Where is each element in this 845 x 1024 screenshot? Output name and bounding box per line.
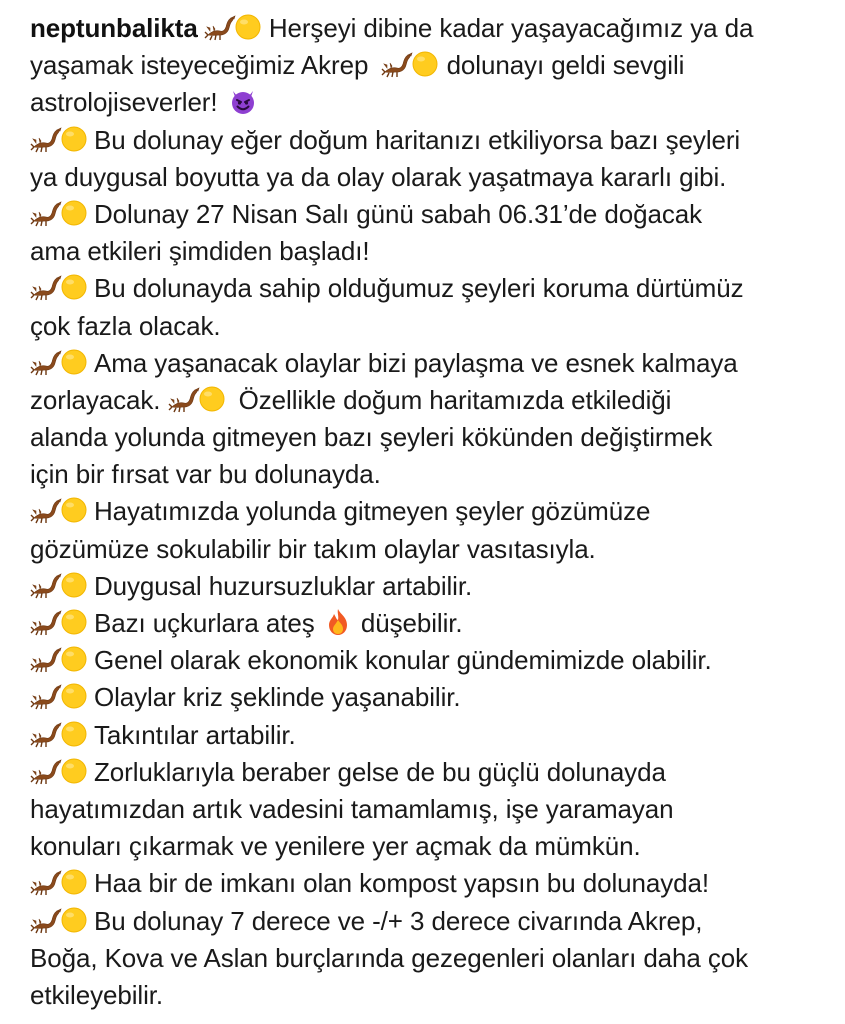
caption-text: gözümüze sokulabilir bir takım olaylar vasıtasıyla. (30, 533, 596, 564)
caption-text: düşebilir. (353, 608, 463, 638)
caption-line (30, 903, 830, 940)
caption-line (30, 717, 830, 754)
caption-text: çok fazla olacak. (30, 310, 221, 341)
devil-emoji-icon (229, 87, 257, 115)
caption-text: dolunayı geldi sevgili (439, 50, 685, 81)
caption-text: yaşamak isteyeceğimiz Akrep (30, 50, 376, 81)
caption-text: Boğa, Kova ve Aslan burçlarında gezegenleri olanları daha çok (30, 942, 749, 973)
caption-line (30, 345, 830, 382)
scorpion-moon-icon (30, 868, 88, 896)
caption-line (30, 233, 830, 270)
caption-line (30, 568, 830, 605)
caption-line (30, 791, 830, 828)
scorpion-moon-icon (168, 385, 226, 413)
username-link[interactable]: neptunbalikta (30, 13, 198, 43)
caption-text: ya duygusal boyutta ya da olay olarak yaşatmaya kararlı gibi. (30, 161, 727, 192)
caption-line (30, 382, 830, 419)
caption-line (30, 865, 830, 902)
caption-line (30, 196, 830, 233)
scorpion-moon-icon (30, 645, 88, 673)
caption-line (30, 122, 830, 159)
caption-text: Duygusal huzursuzluklar artabilir. (94, 570, 473, 601)
caption-text: Olaylar kriz şeklinde yaşanabilir. (94, 682, 461, 713)
caption-text: zorlayacak. (30, 384, 168, 415)
scorpion-moon-icon (30, 348, 88, 376)
caption-line (30, 456, 830, 493)
caption-text: Dolunay 27 Nisan Salı günü sabah 06.31’de doğacak (94, 198, 702, 229)
caption-line (30, 270, 830, 307)
caption-text: astrolojiseverler! (30, 87, 225, 118)
scorpion-moon-icon (204, 13, 262, 41)
caption-line (30, 419, 830, 456)
caption-text: Bu dolunay eğer doğum haritanızı etkiliyorsa bazı şeyleri (94, 124, 741, 155)
caption-line (30, 47, 830, 84)
caption-line (30, 679, 830, 716)
caption-line (30, 642, 830, 679)
caption-line (30, 605, 830, 642)
scorpion-moon-icon (30, 682, 88, 710)
scorpion-moon-icon (30, 720, 88, 748)
caption-line (30, 940, 830, 977)
caption-text: Herşeyi dibine kadar yaşayacağımız ya da (261, 13, 754, 43)
scorpion-moon-icon (30, 608, 88, 636)
scorpion-moon-icon (30, 273, 88, 301)
caption-line (30, 828, 830, 865)
caption-text: alanda yolunda gitmeyen bazı şeyleri kökünden değiştirmek (30, 422, 713, 453)
caption-line (30, 754, 830, 791)
scorpion-moon-icon (30, 571, 88, 599)
scorpion-moon-icon (381, 50, 439, 78)
caption-text: Haa bir de imkanı olan kompost yapsın bu dolunayda! (94, 868, 709, 899)
caption-text: ama etkileri şimdiden başladı! (30, 236, 370, 267)
caption-text: Bazı uçkurlara ateş (94, 608, 322, 638)
caption-line (30, 84, 830, 121)
caption-line (30, 493, 830, 530)
scorpion-moon-icon (30, 199, 88, 227)
caption-text: Bu dolunayda sahip olduğumuz şeyleri koruma dürtümüz (94, 273, 744, 304)
caption-text: Takıntılar artabilir. (94, 719, 296, 750)
caption-text: Genel olarak ekonomik konular gündemimizde olabilir. (94, 645, 712, 676)
caption-text: Özellikle doğum haritamızda etkilediği (231, 384, 672, 415)
caption-line (30, 10, 830, 47)
scorpion-moon-icon (30, 496, 88, 524)
scorpion-moon-icon (30, 125, 88, 153)
caption-text: Zorluklarıyla beraber gelse de bu güçlü dolunayda (94, 756, 666, 787)
caption-text: Bu dolunay 7 derece ve -/+ 3 derece civarında Akrep, (94, 905, 703, 936)
caption-line (30, 308, 830, 345)
caption-text: etkileyebilir. (30, 979, 163, 1010)
caption-line (30, 531, 830, 568)
caption-text: Ama yaşanacak olaylar bizi paylaşma ve esnek kalmaya (94, 347, 738, 378)
caption-line (30, 159, 830, 196)
fire-emoji-icon (326, 608, 350, 636)
caption-line (30, 977, 830, 1014)
caption-text: Hayatımızda yolunda gitmeyen şeyler gözümüze (94, 496, 651, 527)
caption-text: için bir fırsat var bu dolunayda. (30, 459, 381, 490)
caption-text: hayatımızdan artık vadesini tamamlamış, işe yaramayan (30, 793, 674, 824)
scorpion-moon-icon (30, 906, 88, 934)
caption-text: konuları çıkarmak ve yenilere yer açmak da mümkün. (30, 831, 641, 862)
scorpion-moon-icon (30, 757, 88, 785)
post-caption (30, 10, 830, 1014)
